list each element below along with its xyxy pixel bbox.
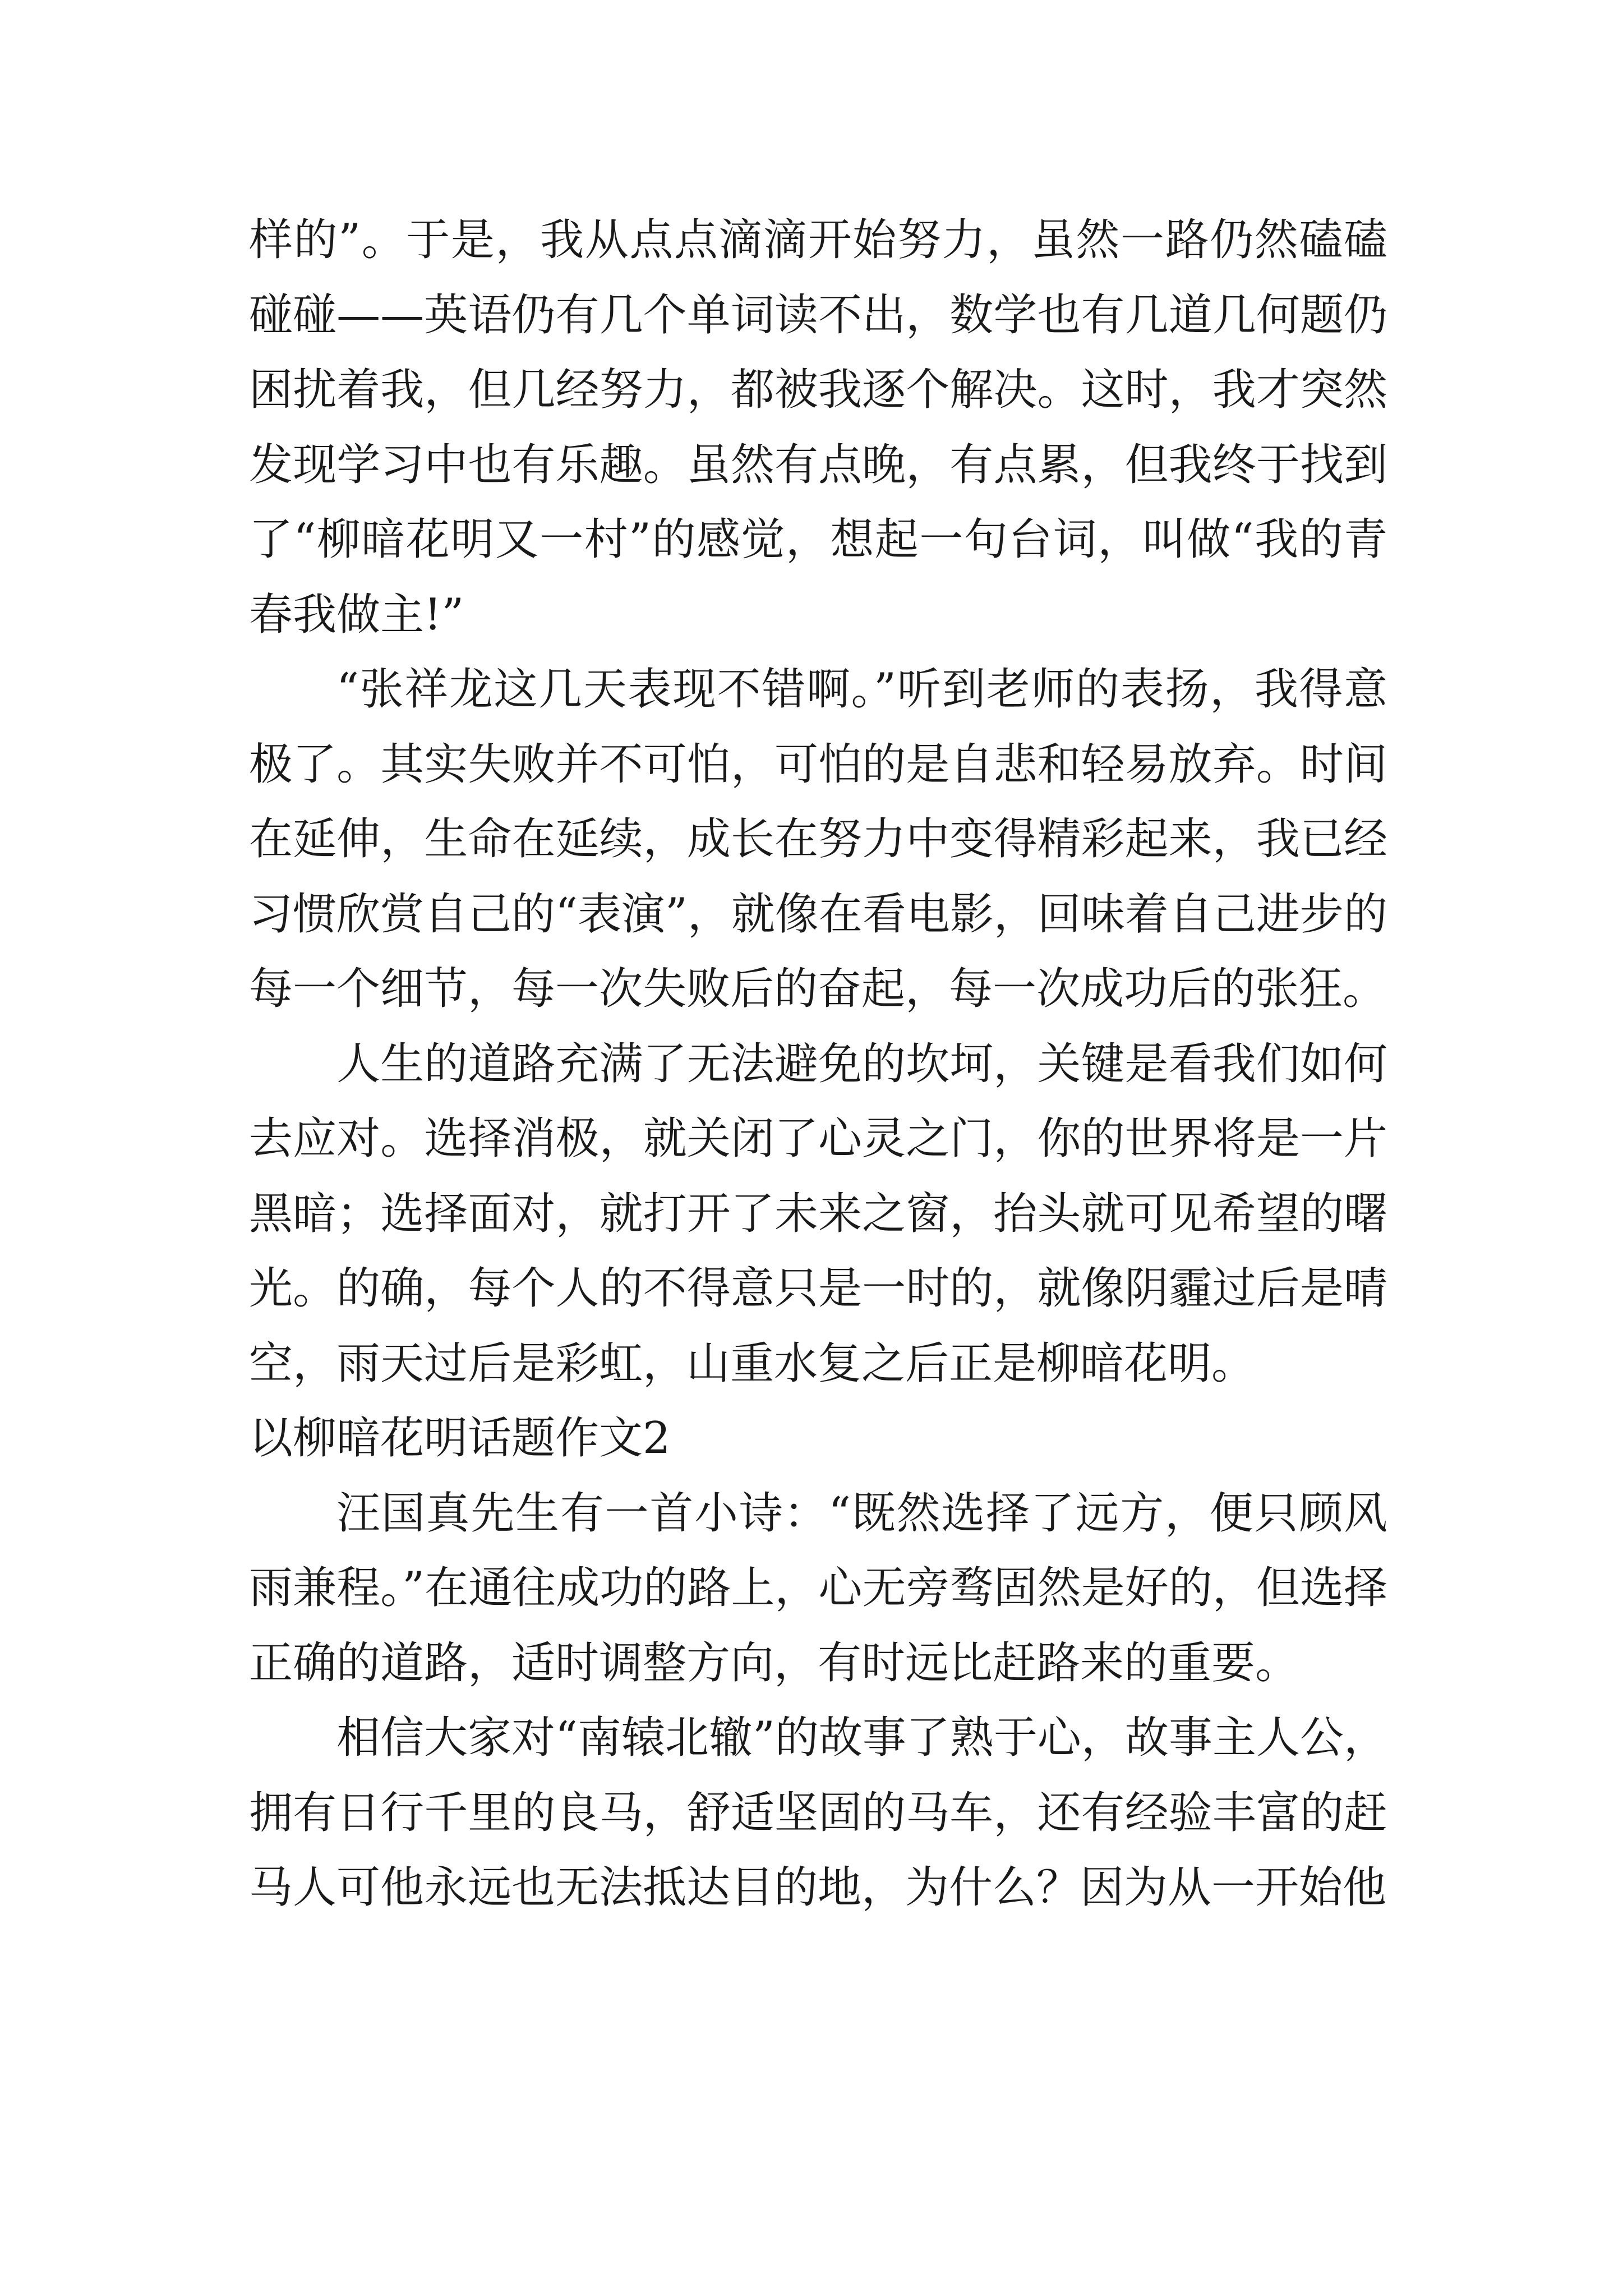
essay-heading: 以柳暗花明话题作文2 [249,1413,671,1464]
paragraph-continuation: 样的”。于是，我从点点滴滴开始努力，虽然一路仍然磕磕碰碰——英语仍有几个单词读不出，数学也有几道几何题仍困扰着我，但几经努力，都被我逐个解决。这时，我才突然发现学习中也有乐趣。虽然有点晚，有点累，但我终于找到了“柳暗花明又一村”的感觉，想起一句台词，叫做“我的青春我做主!” [249,215,1387,640]
paragraph-nanyuan-beizhe: 相信大家对“南辕北辙”的故事了熟于心，故事主人公，拥有日行千里的良马，舒适坚固的马车，还有经验丰富的赶马人可他永远也无法抵达目的地，为什么？因为从一开始他 [249,1713,1387,1913]
paragraph-life-road: 人生的道路充满了无法避免的坎坷，关键是看我们如何去应对。选择消极，就关闭了心灵之门，你的世界将是一片黑暗；选择面对，就打开了未来之窗，抬头就可见希望的曙光。的确，每个人的不得意只是一时的，就像阴霾过后是晴空，雨天过后是彩虹，山重水复之后正是柳暗花明。 [249,1038,1387,1389]
paragraph-wang-guozhen: 汪国真先生有一首小诗：“既然选择了远方，便只顾风雨兼程。”在通往成功的路上，心无旁骛固然是好的，但选择正确的道路，适时调整方向，有时远比赶路来的重要。 [249,1488,1387,1688]
paragraph-teacher-praise: “张祥龙这几天表现不错啊。”听到老师的表扬，我得意极了。其实失败并不可怕，可怕的是自悲和轻易放弃。时间在延伸，生命在延续，成长在努力中变得精彩起来，我已经习惯欣赏自己的“表演”，就像在看电影，回味着自己进步的每一个细节，每一次失败后的奋起，每一次成功后的张狂。 [249,664,1387,1014]
document-body [249,203,1387,1926]
